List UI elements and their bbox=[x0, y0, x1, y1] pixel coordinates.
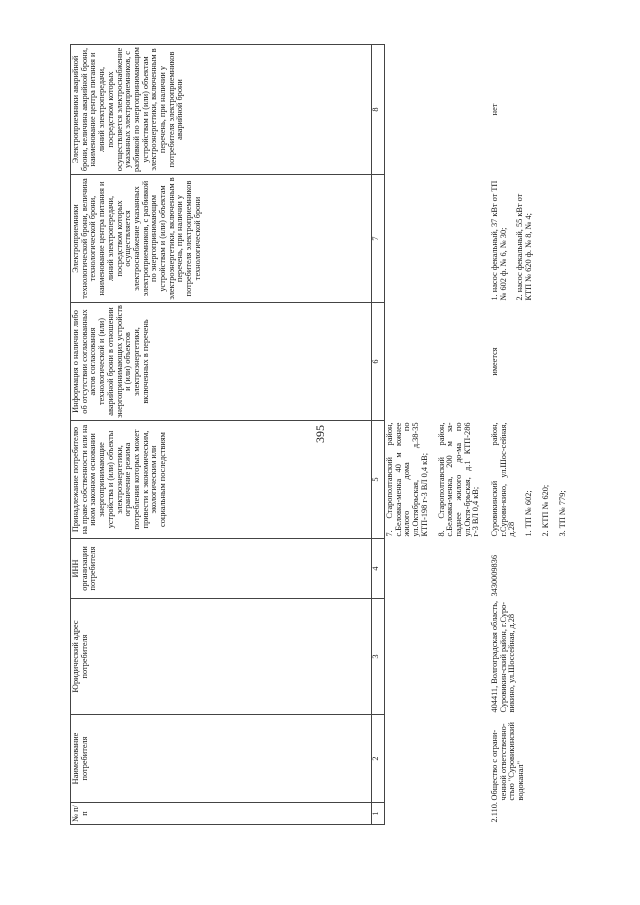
objects-cell bbox=[490, 421, 576, 539]
col-number: 7 bbox=[372, 175, 385, 303]
legal-address: 404411, Волгоградская область, Суровикин-ский район, г.Суро-викино, ул.Шоссейная, д.28 bbox=[490, 600, 517, 713]
continuation-row bbox=[385, 45, 491, 825]
col-number: 2 bbox=[372, 715, 385, 803]
header-objects: Принадлежание потребителю на праве собственности или на ином законном основании энергопринимающие устройства и (или) объекты электроэнергетики, ограничение режима потребления которых может привести к экономическим, экологическим или социальным последствиям bbox=[71, 421, 372, 539]
header-consumer-name: Наименование потребителя bbox=[71, 715, 372, 803]
object-entry: 2. КТП № 620; bbox=[540, 484, 550, 537]
object-entry: 1. ТП № 602; bbox=[524, 490, 534, 537]
tech-reserve-entry: 1. насос фекальный, 37 кВт от ТП № 602 ф. № 6, № 30; bbox=[490, 180, 508, 301]
row-number: 2.110. bbox=[490, 802, 500, 823]
header-tech-reserve: Электроприемники технологической брони, величина технологической брони, наименование центра питания и линий электропередачи, посредством которых осуществляется электроснабжение указанных электроприемников, с разбивкой по энергопринимающим устройствам и (или) объектам электроэнергетики, включенным в перечень, при наличии у потребителя электроприемников технологической брони bbox=[71, 175, 372, 303]
col-number: 5 bbox=[372, 421, 385, 539]
object-entry: 7. Старополтавский район, с.Беловка-менка 40 м южнее жилого дома по ул.Октябрьская, д.38-35 КТП-198 г-3 ВЛ 0,4 кВ; bbox=[385, 422, 429, 537]
object-entry: Суровикинский район, г.Сурови-кино, ул.Шос-сейная, д.28 bbox=[490, 422, 517, 537]
col-number: 6 bbox=[372, 303, 385, 421]
inn-value: 3430009836 bbox=[490, 555, 500, 597]
header-num: № п/п bbox=[71, 803, 372, 825]
col-number: 3 bbox=[372, 599, 385, 715]
consumer-name: Общество с ограни-ченной ответственно-стью "Суровикинский водоканал" bbox=[490, 722, 526, 801]
object-entry: 3. ТП № 779; bbox=[557, 490, 567, 537]
header-acts: Информация о наличии либо об отсутствии согласованных актов согласования технологической и (или) аварийной брони в отношении энергопринимающих устройств и (или) объектов электроэнергетики, включенных в перечень bbox=[71, 303, 372, 421]
col-number: 4 bbox=[372, 539, 385, 599]
tech-reserve-cell bbox=[490, 175, 576, 303]
header-inn: ИНН организации потребителя bbox=[71, 539, 372, 599]
header-row bbox=[71, 45, 372, 825]
column-number-row bbox=[372, 45, 385, 825]
table-row bbox=[490, 45, 576, 825]
header-legal-address: Юридический адрес потребителя bbox=[71, 599, 372, 715]
acts-value: имеется bbox=[490, 347, 500, 376]
header-emergency-reserve: Электроприемники аварийной брони, величина аварийной брони, наименование центра питания и линий электропередачи, посредством которых осуществляется электроснабжение указанных электроприемников, с разбивкой по энергопринимающим устройствам и (или) объектам электроэнергетики, включенным в перечень, при наличии у потребителя электроприемников аварийной брони bbox=[71, 45, 372, 175]
consumers-table bbox=[70, 44, 576, 825]
rotated-table-wrapper bbox=[70, 45, 630, 825]
object-entry: 8. Старополтавский район, с.Беловка-менка, 200 м за-паднее жилого до-ма по ул.Октя-брьская, д.1 КТП-286 г-3 ВЛ 0,4 кВ; bbox=[436, 422, 481, 537]
continuation-objects bbox=[385, 421, 491, 539]
emergency-reserve-value: нет bbox=[490, 103, 500, 116]
col-number: 8 bbox=[372, 45, 385, 175]
tech-reserve-entry: 2. насос фекальный, 55 кВт от КТП № 620 ф. № 8, № 4; bbox=[515, 193, 534, 301]
col-number: 1 bbox=[372, 803, 385, 825]
page-number: 395 bbox=[313, 425, 327, 443]
